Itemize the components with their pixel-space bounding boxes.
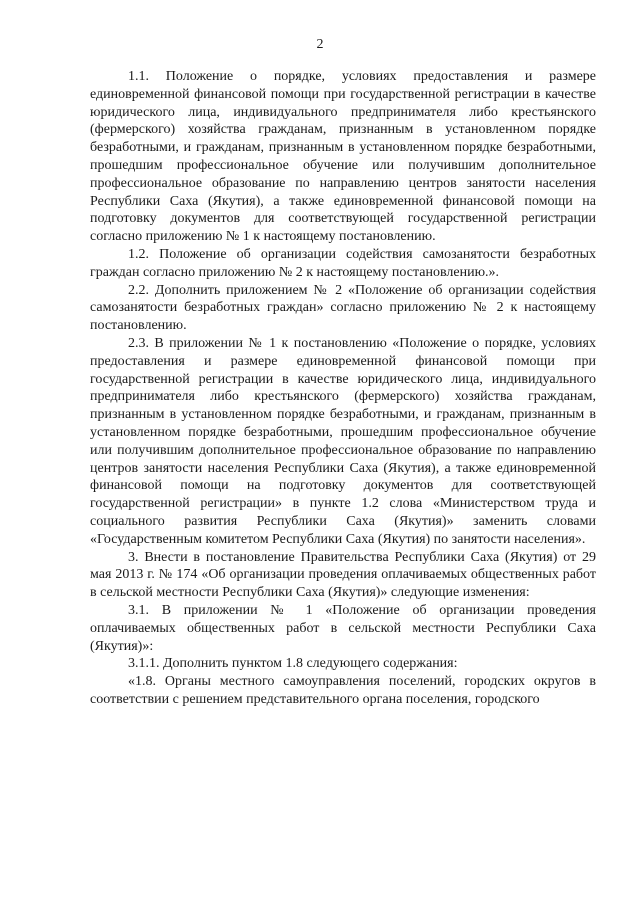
paragraph-2-2: 2.2. Дополнить приложением № 2 «Положение об организации содействия самозанятости безработных граждан» согласно приложению № 2 к настоящему постановлению. [90,282,596,334]
paragraph-2-3: 2.3. В приложении № 1 к постановлению «Положение о порядке, условиях предоставления и размере единовременной финансовой помощи при государственной регистрации в качестве юридического лица, индивидуального предпринимателя либо крестьянского (фермерского) хозяйства гражданам, признанным в установленном порядке безработными, и гражданам, признанным в установленном порядке безработными, прошедшим профессиональное обучение или получившим дополнительное профессиональное образование по направлению центров занятости населения Республики Саха (Якутия), а также единовременной финансовой помощи на подготовку документов для соответствующей государственной регистрации» в пункте 1.2 слова «Министерством труда и социального развития Республики Саха (Якутия)» заменить словами «Государственным комитетом Республики Саха (Якутия) по занятости населения». [90,335,596,547]
paragraph-3: 3. Внести в постановление Правительства Республики Саха (Якутия) от 29 мая 2013 г. № 174 «Об организации проведения оплачиваемых общественных работ в сельской местности Республики Саха (Якутия)» следующие изменения: [90,549,596,601]
document-body [90,68,596,709]
page-number: 2 [316,37,324,52]
paragraph-1-1: 1.1. Положение о порядке, условиях предоставления и размере единовременной финансовой помощи при государственной регистрации в качестве юридического лица, индивидуального предпринимателя либо крестьянского (фермерского) хозяйства гражданам, признанным в установленном порядке безработными, и гражданам, признанным в установленном порядке безработными, прошедшим профессиональное обучение или получившим дополнительное профессиональное образование по направлению центров занятости населения Республики Саха (Якутия), а также единовременной финансовой помощи на подготовку документов для соответствующей государственной регистрации согласно приложению № 1 к настоящему постановлению. [90,69,596,245]
paragraph-3-1-1: 3.1.1. Дополнить пунктом 1.8 следующего содержания: [128,656,458,672]
paragraph-3-1: 3.1. В приложении № 1 «Положение об организации проведения оплачиваемых общественных работ в сельской местности Республики Саха (Якутия)»: [90,602,596,654]
paragraph-1-8: «1.8. Органы местного самоуправления поселений, городских округов в соответствии с решением представительного органа поселения, городского [90,674,596,707]
paragraph-1-2: 1.2. Положение об организации содействия самозанятости безработных граждан согласно приложению № 2 к настоящему постановлению.». [90,246,596,280]
